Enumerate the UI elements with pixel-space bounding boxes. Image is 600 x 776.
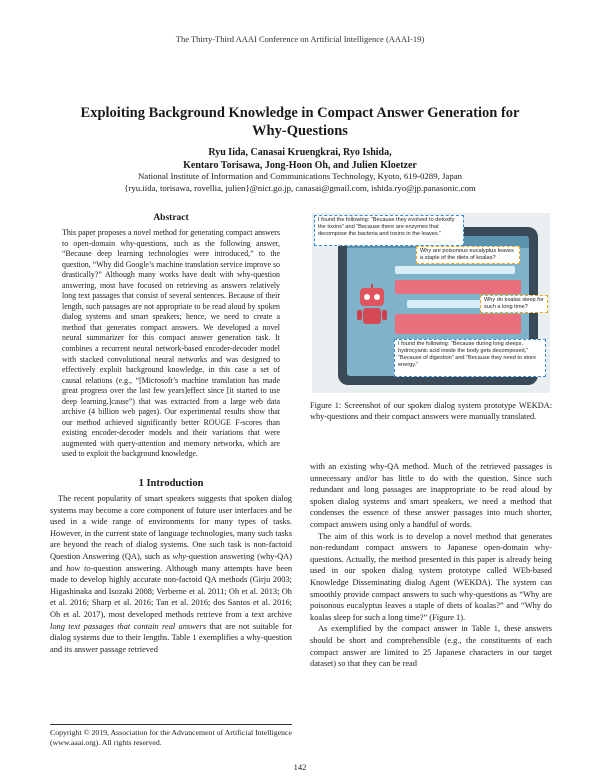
intro-why: why <box>172 551 186 561</box>
title-line-2: Why-Questions <box>252 123 348 139</box>
authors-line-2: Kentaro Torisawa, Jong-Hoon Oh, and Julien Kloetzer <box>183 159 417 171</box>
chat-message <box>395 314 521 334</box>
abstract-text: This paper proposes a novel method for generating compact answers to open-domain why-questions, such as the following answer, “Because deep learning technologies were introduced,” to the question, “Why did Google’s machine translation service improve so drastically?” Although many works have dealt with why-question answering, most have focused on retrieving as answers relatively long text passages that consist of several sentences. Because of their length, such passages are not appropriate to be read aloud by spoken dialog systems and smart speakers; hence, we need to create a method that generates compact answers. We developed a novel neural summarizer for this compact answer generation task. It combines a recurrent neural network-based encoder-decoder model with stacked convolutional neural networks and was designed to effectively exploit background knowledge, in this case a set of causal relations (e.g., “[Microsoft’s machine translation has made great progress over the last few years]effect since [it started to use deep learning.]cause”) that was extracted from a large web data archive (4 billion web pages). Our experimental results show that our method achieved significantly better ROUGE F-scores than existing encoder-decoder models and their variations that were augmented with query-attention and memory networks, which are used to exploit the background knowledge. <box>62 228 280 459</box>
figure-1-screenshot <box>312 213 550 393</box>
abstract-heading: Abstract <box>153 213 189 223</box>
question-callout-1: Why are poisonous eucalyptus leaves a staple of the diets of koalas? <box>416 246 520 264</box>
affiliation-block <box>60 171 540 194</box>
chat-message <box>395 280 521 294</box>
title-line-1: Exploiting Background Knowledge in Compact Answer Generation for <box>80 105 520 121</box>
figure-caption: Figure 1: Screenshot of our spoken dialog system prototype WEKDA: why-questions and their compact answers were manually translated. <box>310 401 552 422</box>
introduction-heading: 1 Introduction <box>138 478 204 489</box>
right-paragraph-3: As exemplified by the compact answer in Table 1, these answers should be short and comprehensible (e.g., the constituents of each compact answer are limited to 25 Japanese characters in our target dataset) so that they can be read <box>310 624 552 669</box>
conference-header: The Thirty-Third AAAI Conference on Artificial Intelligence (AAAI-19) <box>175 34 425 44</box>
authors <box>60 147 540 172</box>
page-number: 142 <box>293 762 307 772</box>
intro-how: how to <box>66 563 91 573</box>
intro-text-d: that are not suitable for dialog systems due to their lengths. Table 1 exemplifies a why-question and its answer passage retrieved <box>50 621 292 654</box>
introduction-paragraph <box>50 493 292 655</box>
question-callout-2: Why do koalas sleep for such a long time? <box>480 295 548 313</box>
affiliation: National Institute of Information and Communications Technology, Kyoto, 619-0289, Japan <box>137 171 463 181</box>
copyright-notice: Copyright © 2019, Association for the Advancement of Artificial Intelligence (www.aaai.org). All rights reserved. <box>50 724 292 748</box>
intro-text-c: -question answering. Although many attempts have been made to develop highly accurate non-factoid QA methods (Girju 2003; Higashinaka and Isozaki 2008; Verberne et al. 2011; Oh et al. 2013; Oh et al. 2016; Sharp et al. 2016; Tan et al. 2016; dos Santos et al. 2016; Oh et al. 2017), most developed methods retrieve from a text archive <box>50 563 293 619</box>
authors-line-1: Ryu Iida, Canasai Kruengkrai, Ryo Ishida, <box>208 147 392 158</box>
robot-avatar-icon <box>355 284 389 330</box>
right-paragraph-2: The aim of this work is to develop a novel method that generates non-redundant compact answers to Japanese open-domain why-questions. Actually, the method presented in this paper is already being used in our spoken dialog system prototype called WEb-based Knowledge Disseminating dialog Agent (WEKDA). The system can smoothly provide compact answers to such why-questions as “Why are poisonous eucalyptus leaves a staple of diets of koalas?” and “Why do koalas sleep for such a long time?” (Figure 1). <box>310 531 552 622</box>
chat-message <box>395 266 515 274</box>
intro-long-passages: long text passages that contain real answers <box>50 621 207 631</box>
answer-callout-1: I found the following: “Because they evolved to detoxify the toxins” and “Because there are enzymes that decompose the bacteria and toxins in the leaves.” <box>314 215 464 246</box>
emails: {ryu.iida, torisawa, rovellia, julien}@nict.go.jp, canasai@gmail.com, ishida.ryo@jp.panasonic.com <box>124 182 476 193</box>
intro-text-a: The recent popularity of smart speakers suggests that spoken dialog systems may become a core component of future user interfaces and be used in a wide range of environments for many types of tasks. However, in the current state of language technologies, many such tasks are beyond the reach of dialog systems. One such task is non-factoid Question Answering (QA), such as <box>50 494 292 561</box>
right-paragraph-1: with an existing why-QA method. Much of the retrieved passages is unnecessary and/or has little to do with the question. Since such redundant and long passages are inappropriate to be read aloud by spoken dialog systems and smart speakers, we need a method that condenses the essence of these answer passages into much shorter, compact answers using only a handful of words. <box>310 462 552 529</box>
intro-text-b: -question answering (why-QA) and <box>50 551 293 573</box>
paper-title <box>60 104 540 140</box>
answer-callout-2: I found the following: “Because during long sleeps, hydrocyanic acid inside the body gets decomposed,” “Because of digestion” and “Because they need to store energy.” <box>394 339 546 377</box>
right-column-body <box>310 461 552 670</box>
